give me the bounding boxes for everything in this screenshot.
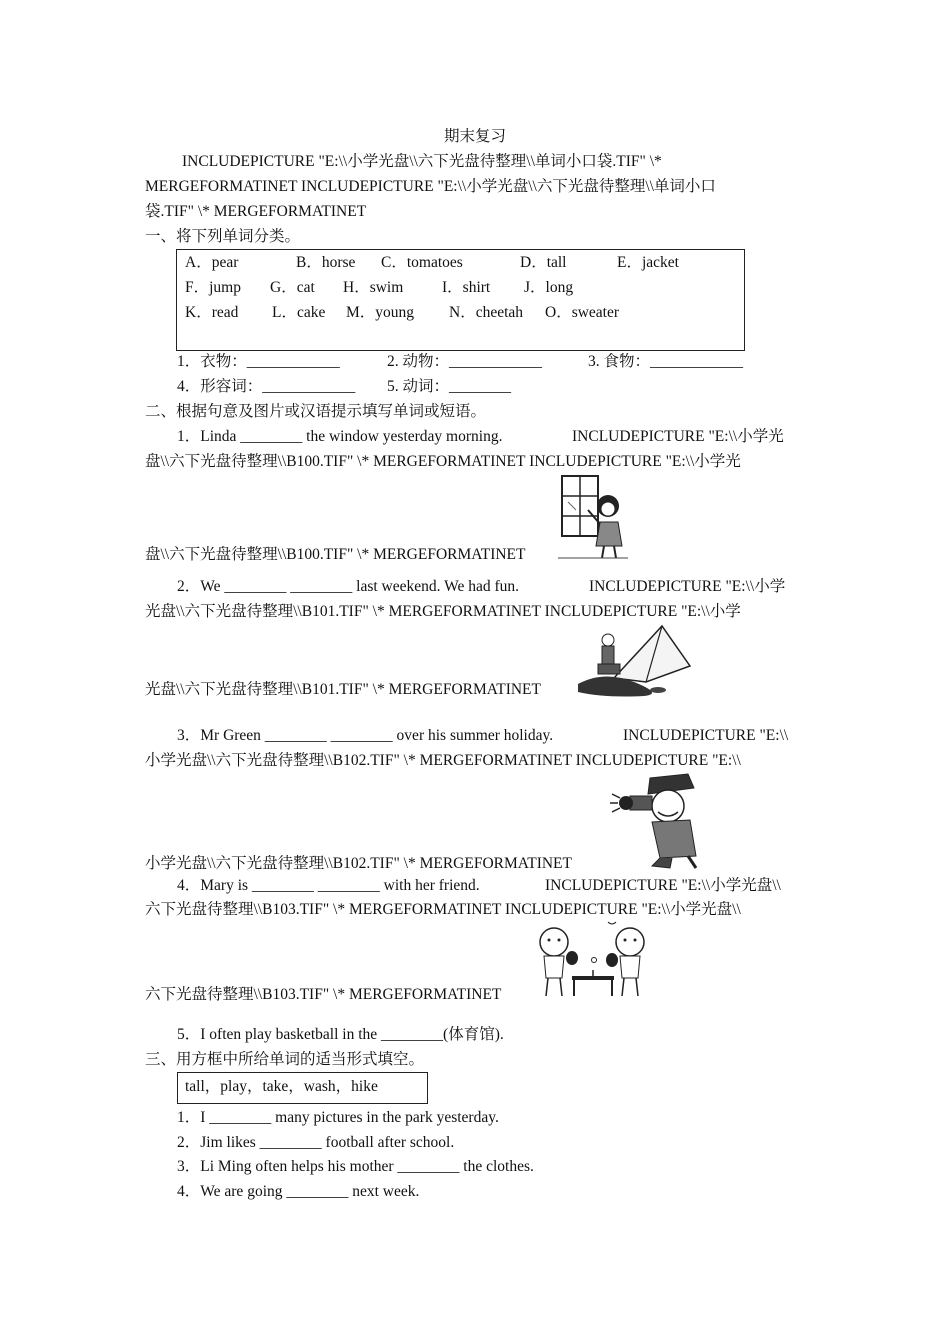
word-bank-text: tall，play，take，wash，hike (185, 1078, 378, 1095)
word-option: F．jump (185, 279, 241, 296)
s3-q4: 4．We are going ________ next week. (177, 1183, 420, 1200)
word-option: H．swim (343, 279, 404, 296)
s2-q3-sentence: 3．Mr Green ________ ________ over his summer holiday. (177, 727, 554, 744)
s2-q3-include: 小学光盘\\六下光盘待整理\\B102.TIF" \* MERGEFORMATINET INCLUDEPICTURE "E:\\ (145, 752, 741, 769)
word-option: E．jacket (617, 254, 679, 271)
man-with-camera-illustration (608, 772, 702, 870)
s3-q2: 2．Jim likes ________ football after school. (177, 1134, 455, 1151)
category-food: 3. 食物：____________ (588, 353, 744, 370)
s3-q1: 1．I ________ many pictures in the park yesterday. (177, 1109, 499, 1126)
word-option: L．cake (272, 304, 326, 321)
camping-tent-illustration (574, 622, 694, 698)
s2-q5-sentence: 5．I often play basketball in the ________(体育馆). (177, 1026, 504, 1043)
word-option: B．horse (296, 254, 356, 271)
word-option: N．cheetah (449, 304, 524, 321)
s2-q2-include: 光盘\\六下光盘待整理\\B101.TIF" \* MERGEFORMATINET INCLUDEPICTURE "E:\\小学 (145, 603, 741, 620)
word-option: M．young (346, 304, 415, 321)
word-option: D．tall (520, 254, 567, 271)
category-adjectives: 4．形容词：____________ (177, 378, 356, 395)
s2-q1-include: 盘\\六下光盘待整理\\B100.TIF" \* MERGEFORMATINET INCLUDEPICTURE "E:\\小学光 (145, 453, 741, 470)
section1-heading: 一、将下列单词分类。 (145, 228, 301, 245)
s2-q1-include: 盘\\六下光盘待整理\\B100.TIF" \* MERGEFORMATINET (145, 546, 526, 563)
section3-heading: 三、用方框中所给单词的适当形式填空。 (145, 1051, 425, 1068)
word-option: K．read (185, 304, 239, 321)
word-option: O．sweater (545, 304, 620, 321)
kids-playing-table-tennis-illustration (532, 920, 652, 1000)
section2-heading: 二、根据句意及图片或汉语提示填写单词或短语。 (145, 403, 487, 420)
page-title: 期末复习 (443, 128, 506, 145)
s2-q1-sentence: 1．Linda ________ the window yesterday morning. (177, 428, 503, 445)
girl-cleaning-window-illustration (556, 474, 630, 560)
s2-q4-sentence: 4．Mary is ________ ________ with her friend. (177, 877, 480, 894)
s2-q2-include: INCLUDEPICTURE "E:\\小学 (589, 578, 786, 595)
include-line-3: 袋.TIF" \* MERGEFORMATINET (145, 203, 367, 220)
s2-q4-include: 六下光盘待整理\\B103.TIF" \* MERGEFORMATINET INCLUDEPICTURE "E:\\小学光盘\\ (145, 901, 741, 918)
word-option: A．pear (185, 254, 239, 271)
include-line-1: INCLUDEPICTURE "E:\\小学光盘\\六下光盘待整理\\单词小口袋.TIF" \* (182, 153, 662, 170)
s2-q3-include: INCLUDEPICTURE "E:\\ (623, 727, 789, 744)
word-box (176, 249, 745, 351)
word-bank-box (177, 1072, 428, 1104)
s2-q2-sentence: 2．We ________ ________ last weekend. We had fun. (177, 578, 520, 595)
s2-q4-include: INCLUDEPICTURE "E:\\小学光盘\\ (545, 877, 781, 894)
s3-q3: 3．Li Ming often helps his mother ________ the clothes. (177, 1158, 534, 1175)
word-option: C．tomatoes (381, 254, 463, 271)
s2-q3-include: 小学光盘\\六下光盘待整理\\B102.TIF" \* MERGEFORMATINET (145, 855, 572, 872)
word-option: G．cat (270, 279, 315, 296)
word-option: J．long (524, 279, 574, 296)
s2-q2-include: 光盘\\六下光盘待整理\\B101.TIF" \* MERGEFORMATINET (145, 681, 541, 698)
s2-q4-include: 六下光盘待整理\\B103.TIF" \* MERGEFORMATINET (145, 986, 502, 1003)
category-animals: 2. 动物：____________ (387, 353, 543, 370)
s2-q1-include: INCLUDEPICTURE "E:\\小学光 (572, 428, 784, 445)
word-option: I．shirt (442, 279, 491, 296)
category-verbs: 5. 动词：________ (387, 378, 512, 395)
include-line-2: MERGEFORMATINET INCLUDEPICTURE "E:\\小学光盘\\六下光盘待整理\\单词小口 (145, 178, 716, 195)
category-clothes: 1．衣物：____________ (177, 353, 340, 370)
